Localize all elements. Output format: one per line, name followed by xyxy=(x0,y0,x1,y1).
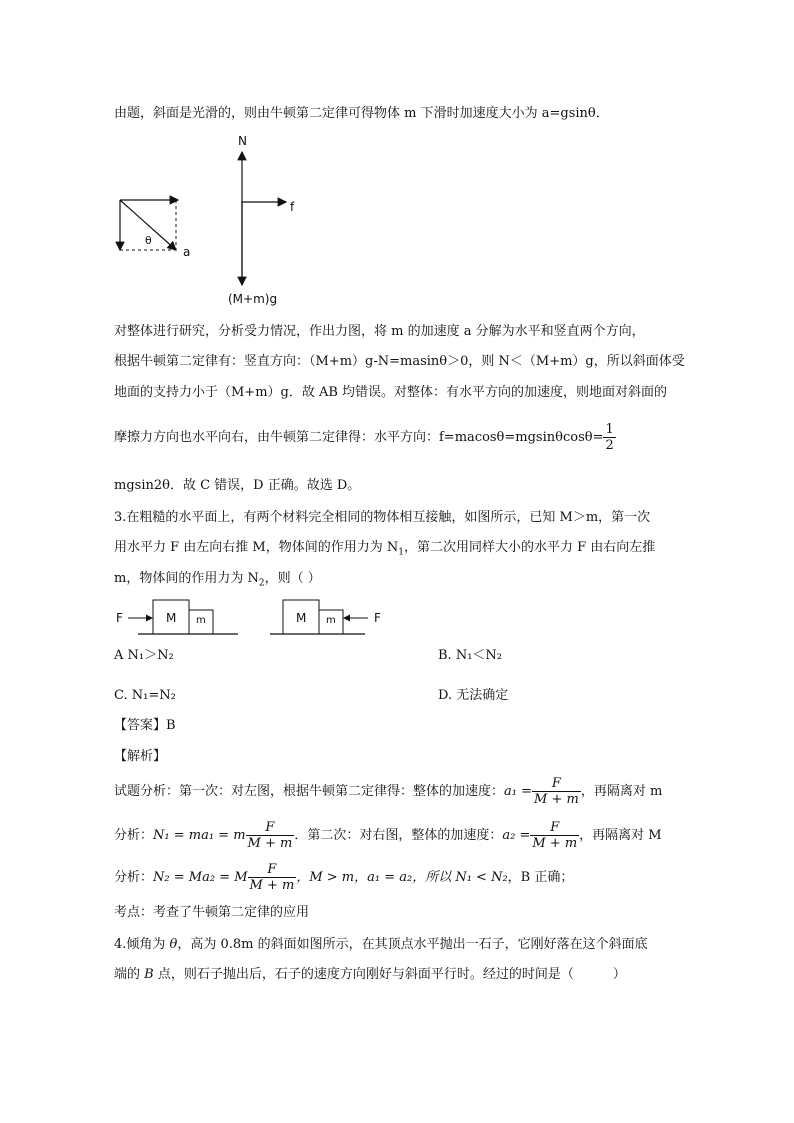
q4-line-2 xyxy=(114,965,626,985)
fraction-numerator: F xyxy=(246,820,295,836)
solution-line-2a: 分析： xyxy=(114,828,154,843)
fraction-F-over-Mm-3 xyxy=(530,820,579,851)
math-a1: a₁ = xyxy=(504,784,533,799)
fraction-numerator: F xyxy=(530,820,579,836)
answer-label: 【答案】B xyxy=(114,718,176,733)
q4-line-2b: 点，则石子抛出后，石子的速度方向刚好与斜面平行时。经过的时间是（ ） xyxy=(153,967,626,982)
q3-line-3a: m，物体间的作用力为 N xyxy=(114,571,259,586)
solution-line-1 xyxy=(114,776,662,807)
fraction-denominator: M + m xyxy=(532,836,578,851)
solution-line-2c: ，再隔离对 M xyxy=(579,828,662,843)
q3-line-3 xyxy=(114,569,321,594)
solution-line-1a: 试题分析：第一次：对左图，根据牛顿第二定律得：整体的加速度： xyxy=(114,784,505,799)
analysis-line-5: mgsin2θ．故 C 错误，D 正确。故选 D。 xyxy=(114,478,361,493)
label-a: a xyxy=(183,245,191,259)
label-F-right: F xyxy=(374,611,381,625)
analysis-line-1: 对整体进行研究，分析受力情况，作出力图，将 m 的加速度 a 分解为水平和竖直两个方向， xyxy=(114,324,645,339)
q4-line-1a: 4.倾角为 xyxy=(114,937,170,952)
math-conclusion: ，M > m，a₁ = a₂，所以 N₁ < N₂ xyxy=(296,870,508,885)
blocks-diagram xyxy=(110,596,400,638)
q3-line-1: 3.在粗糙的水平面上，有两个材料完全相同的物体相互接触，如图所示，已知 M＞m，第一次 xyxy=(114,510,651,525)
solution-line-1b: ，再隔离对 m xyxy=(580,784,663,799)
math-a2: a₂ = xyxy=(502,828,531,843)
label-theta: θ xyxy=(145,234,152,247)
fraction-numerator: F xyxy=(248,862,297,878)
fraction-denominator: M + m xyxy=(534,792,579,807)
q4-line-1b: ，高为 0.8m 的斜面如图所示，在其顶点水平抛出一石子，它刚好落在这个斜面底 xyxy=(177,937,648,952)
math-N1: N₁ = ma₁ = m xyxy=(153,828,246,843)
math-N2: N₂ = Ma₂ = M xyxy=(153,870,248,885)
label-m-left: m xyxy=(196,615,206,626)
solution-line-3a: 分析： xyxy=(114,870,154,885)
q4-theta: θ xyxy=(169,937,178,952)
label-weight: (M+m)g xyxy=(228,292,278,306)
analysis-line-4-text: 摩擦力方向也水平向右，由牛顿第二定律得：水平方向：f=macosθ=mgsinθcosθ= xyxy=(114,430,604,445)
q3-line-2-sub: 1 xyxy=(398,547,404,558)
option-a: A N₁＞N₂ xyxy=(114,648,174,663)
q4-line-2a: 端的 xyxy=(114,967,145,982)
analysis-label: 【解析】 xyxy=(114,749,167,764)
fraction-numerator: 1 xyxy=(605,422,614,437)
option-b: B. N₁＜N₂ xyxy=(438,648,502,663)
fraction-F-over-Mm-4 xyxy=(248,862,297,893)
label-F-left: F xyxy=(116,611,123,625)
q3-line-3b: ，则（ ） xyxy=(264,571,321,586)
fraction-numerator: F xyxy=(532,776,581,792)
q4-point-B: B xyxy=(144,967,154,982)
intro-text: 由题，斜面是光滑的，则由牛顿第二定律可得物体 m 下滑时加速度大小为 a=gsinθ． xyxy=(114,106,609,121)
q3-line-2a: 用水平力 F 由左向右推 M，物体间的作用力为 N xyxy=(114,540,399,555)
kaodian-line: 考点：考查了牛顿第二定律的应用 xyxy=(114,905,310,920)
label-m-right: m xyxy=(326,615,336,626)
fraction-F-over-Mm-2 xyxy=(246,820,295,851)
analysis-line-4 xyxy=(114,422,616,453)
fraction-denominator: M + m xyxy=(247,836,293,851)
label-N: N xyxy=(238,134,247,148)
label-M-left: M xyxy=(166,611,177,625)
option-d: D. 无法确定 xyxy=(438,688,509,703)
fraction-denominator: 2 xyxy=(605,438,614,453)
solution-line-2b: ．第二次：对右图，整体的加速度： xyxy=(294,828,503,843)
solution-line-2 xyxy=(114,820,662,851)
label-f: f xyxy=(290,200,295,214)
label-M-right: M xyxy=(296,611,307,625)
analysis-line-2: 根据牛顿第二定律有：竖直方向：（M+m）g-N=masinθ＞0，则 N＜（M+m）g，所以斜面体受 xyxy=(114,354,685,369)
solution-line-3 xyxy=(114,862,573,893)
option-c: C. N₁=N₂ xyxy=(114,688,176,703)
q3-line-2b: ，第二次用同样大小的水平力 F 由右向左推 xyxy=(403,540,656,555)
q4-line-1 xyxy=(114,935,648,955)
solution-line-3b: ，B 正确； xyxy=(507,870,574,885)
q3-line-3-sub: 2 xyxy=(258,578,265,589)
fraction-denominator: M + m xyxy=(249,878,295,893)
analysis-line-3: 地面的支持力小于（M+m）g．故 AB 均错误。对整体：有水平方向的加速度，则地面对斜面的 xyxy=(114,385,668,400)
force-diagram xyxy=(110,130,310,310)
fraction-one-half xyxy=(603,422,615,453)
fraction-F-over-Mm-1 xyxy=(532,776,581,807)
q3-line-2 xyxy=(114,538,655,563)
